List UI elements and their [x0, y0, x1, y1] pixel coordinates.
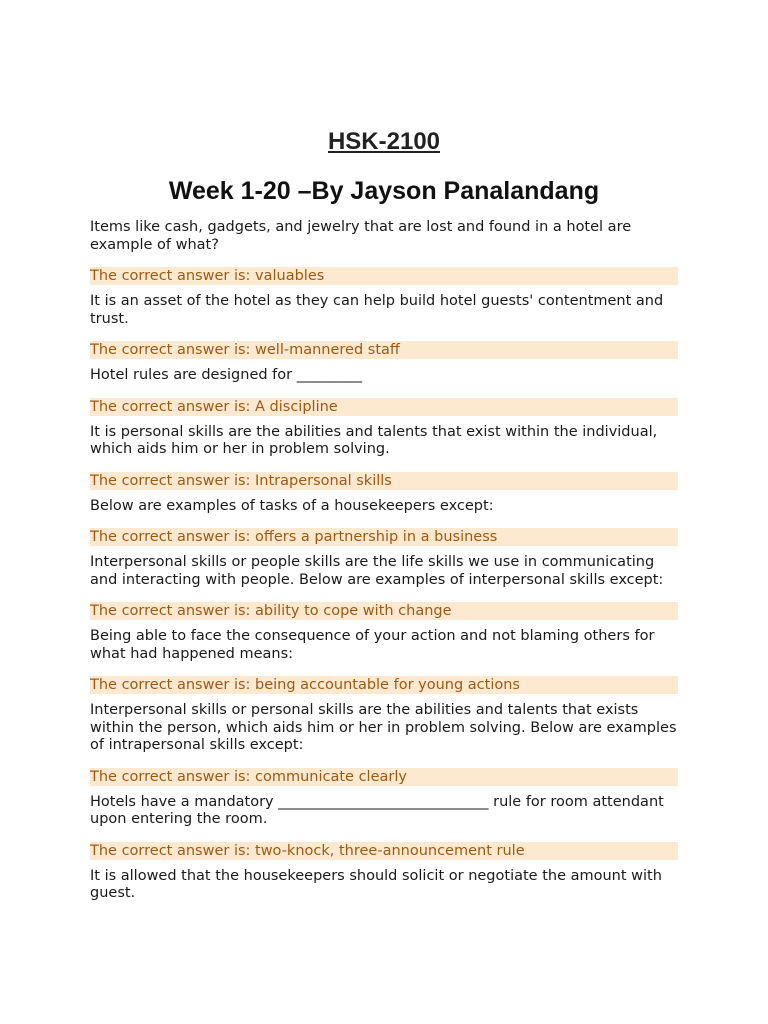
answer-highlight: The correct answer is: valuables — [90, 267, 678, 285]
answer-highlight: The correct answer is: being accountable for young actions — [90, 676, 678, 694]
document-title: Week 1-20 –By Jayson Panalandang — [168, 177, 600, 205]
answer-highlight: The correct answer is: Intrapersonal skills — [90, 472, 678, 490]
answer-highlight: The correct answer is: two-knock, three-announcement rule — [90, 842, 678, 860]
question-text: It is personal skills are the abilities and talents that exist within the individual, which aids him or her in problem solving. — [90, 423, 658, 457]
question-text: Below are examples of tasks of a housekeepers except: — [90, 497, 494, 514]
answer-highlight: The correct answer is: well-mannered staff — [90, 341, 678, 359]
question-text: Being able to face the consequence of your action and not blaming others for what had happened means: — [90, 628, 655, 662]
question-text: Interpersonal skills or personal skills are the abilities and talents that exists within the person, which aids him or her in problem solving. Below are examples of intrapersonal skills except: — [90, 702, 677, 753]
question-text: Items like cash, gadgets, and jewelry that are lost and found in a hotel are example of what? — [90, 219, 632, 253]
question-text: Hotel rules are designed for _________ — [90, 367, 362, 383]
answer-highlight: The correct answer is: communicate clearly — [90, 768, 678, 786]
answer-highlight: The correct answer is: ability to cope with change — [90, 602, 678, 620]
course-code: HSK-2100 — [327, 128, 441, 155]
answer-highlight: The correct answer is: A discipline — [90, 398, 678, 416]
question-text: Hotels have a mandatory _____________________________ rule for room attendant upon entering the room. — [90, 793, 664, 827]
answer-highlight: The correct answer is: offers a partnership in a business — [90, 528, 678, 546]
question-text: It is allowed that the housekeepers should solicit or negotiate the amount with guest. — [90, 867, 662, 901]
question-text: It is an asset of the hotel as they can help build hotel guests' contentment and trust. — [90, 293, 664, 327]
question-text: Interpersonal skills or people skills are the life skills we use in communicating and interacting with people. Below are examples of interpersonal skills except: — [90, 554, 664, 588]
qa-list — [90, 219, 678, 903]
